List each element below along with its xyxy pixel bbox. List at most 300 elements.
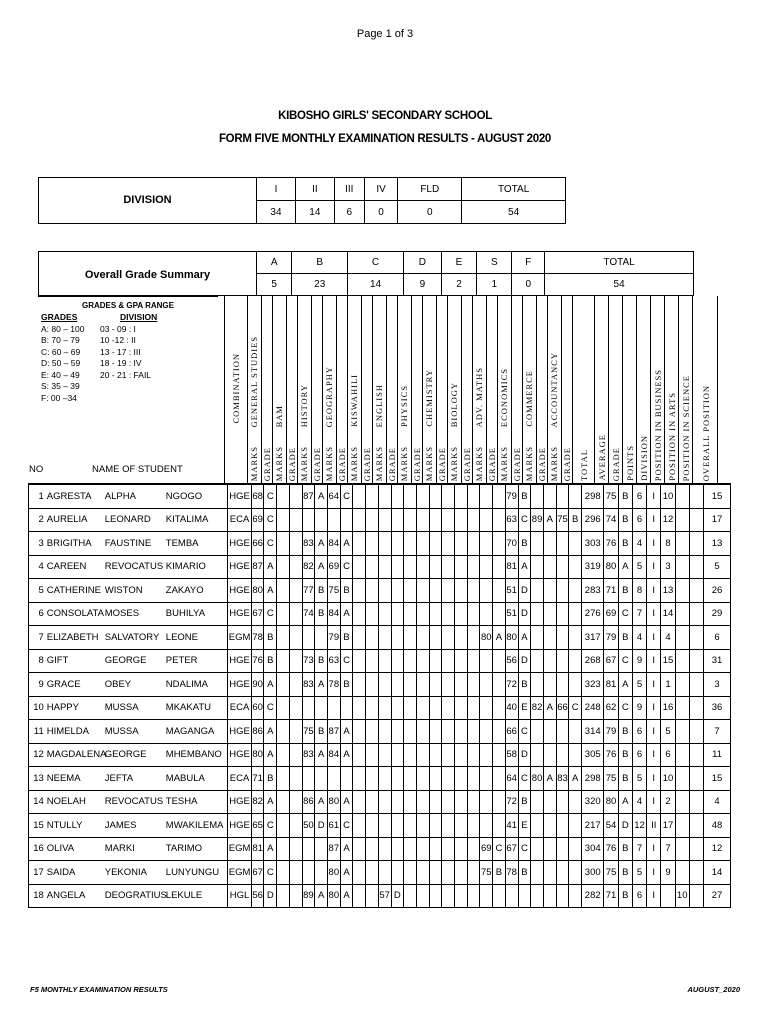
- student-middle-name: SALVATORY: [103, 626, 164, 650]
- subject-marks: 80: [531, 767, 544, 791]
- division-table: [256, 177, 566, 224]
- subject-grade: [289, 814, 302, 838]
- subject-marks: 65: [251, 814, 264, 838]
- subject-marks: [277, 673, 290, 697]
- subject-marks: [353, 555, 366, 579]
- subject-grade: [543, 555, 556, 579]
- subject-grade: C: [340, 814, 353, 838]
- subject-marks: [429, 532, 442, 556]
- student-overall: 5: [704, 555, 731, 579]
- subject-grade: [442, 790, 455, 814]
- subject-grade: [543, 602, 556, 626]
- subject-marks: 51: [505, 602, 518, 626]
- subject-marks: [378, 532, 391, 556]
- student-psci: [689, 485, 703, 509]
- subject-grade: C: [264, 485, 277, 509]
- subject-grade: [442, 884, 455, 908]
- grade-label: GRADE: [486, 446, 497, 481]
- subject-marks: [378, 626, 391, 650]
- subject-marks: 75: [302, 720, 315, 744]
- subject-grade: A: [340, 884, 353, 908]
- subject-marks: 67: [505, 837, 518, 861]
- subject-grade: B: [315, 579, 328, 603]
- student-points: 9: [632, 649, 646, 673]
- student-avg: 67: [604, 649, 618, 673]
- subject-grade: [289, 696, 302, 720]
- subject-marks: [556, 790, 569, 814]
- subject-grade: [416, 767, 429, 791]
- subject-grade: [493, 602, 506, 626]
- student-grade: B: [618, 508, 632, 532]
- subject-marks: [480, 532, 493, 556]
- subject-grade: A: [569, 767, 582, 791]
- subject-grade: [543, 861, 556, 885]
- subject-name: PHYSICS: [399, 385, 410, 427]
- subject-grade: [416, 485, 429, 509]
- subject-marks: 80: [327, 884, 340, 908]
- student-number: 8: [29, 649, 45, 673]
- subject-grade: [416, 555, 429, 579]
- student-overall: 4: [704, 790, 731, 814]
- subject-grade: [391, 602, 404, 626]
- subject-grade: C: [264, 532, 277, 556]
- subject-marks: [556, 579, 569, 603]
- subject-grade: C: [518, 837, 531, 861]
- student-combination: EGM: [228, 837, 251, 861]
- subject-marks: 78: [505, 861, 518, 885]
- subject-grade: [366, 790, 379, 814]
- subject-marks: [277, 508, 290, 532]
- subject-marks: [455, 673, 468, 697]
- subject-marks: 80: [505, 626, 518, 650]
- grade-label: GRADE: [411, 446, 422, 481]
- student-points: 6: [632, 884, 646, 908]
- subject-marks: [353, 649, 366, 673]
- division-header-5: TOTAL: [462, 178, 566, 201]
- student-parts: [675, 790, 689, 814]
- subject-marks: [556, 532, 569, 556]
- student-psci: [689, 673, 703, 697]
- column-header-subject: [372, 296, 397, 483]
- subject-grade: [493, 767, 506, 791]
- student-total: 323: [582, 673, 604, 697]
- subject-marks: [302, 696, 315, 720]
- student-pbus: 5: [661, 720, 675, 744]
- subject-marks: [277, 626, 290, 650]
- grade-summary-header-1: B: [292, 252, 348, 274]
- subject-marks: 72: [505, 673, 518, 697]
- student-psci: [689, 837, 703, 861]
- subject-grade: [366, 532, 379, 556]
- subject-grade: [391, 790, 404, 814]
- student-parts: [675, 696, 689, 720]
- subject-grade: [289, 532, 302, 556]
- column-header-label: OVERALL POSITION: [700, 384, 711, 481]
- subject-grade: B: [340, 626, 353, 650]
- subject-marks: [480, 884, 493, 908]
- subject-marks: [378, 485, 391, 509]
- subject-marks: [404, 532, 417, 556]
- subject-marks: 82: [302, 555, 315, 579]
- subject-grade: C: [518, 508, 531, 532]
- subject-marks: 80: [327, 861, 340, 885]
- student-first-name: CATHERINE: [45, 579, 103, 603]
- subject-marks: [353, 602, 366, 626]
- student-total: 282: [582, 884, 604, 908]
- student-number: 2: [29, 508, 45, 532]
- student-number: 11: [29, 720, 45, 744]
- table-row: [29, 814, 731, 838]
- division-value-4: 0: [398, 201, 462, 224]
- subject-name: COMMERCE: [524, 370, 535, 427]
- student-points: 5: [632, 861, 646, 885]
- subject-marks: [429, 485, 442, 509]
- legend-division-range: 13 - 17 : III: [100, 346, 141, 357]
- subject-grade: [493, 696, 506, 720]
- grade-summary: [38, 251, 694, 296]
- student-overall: 7: [704, 720, 731, 744]
- subject-marks: [429, 649, 442, 673]
- student-points: 8: [632, 579, 646, 603]
- legend-title: GRADES & GPA RANGE: [81, 301, 174, 310]
- subject-marks: [556, 649, 569, 673]
- division-summary: [38, 177, 566, 224]
- subject-grade: B: [315, 602, 328, 626]
- subject-grade: D: [264, 884, 277, 908]
- subject-grade: [391, 696, 404, 720]
- subject-grade: A: [315, 743, 328, 767]
- student-number: 15: [29, 814, 45, 838]
- student-combination: HGE: [228, 649, 251, 673]
- student-first-name: AURELIA: [45, 508, 103, 532]
- student-grade: B: [618, 532, 632, 556]
- grade-summary-header-7: TOTAL: [545, 252, 694, 274]
- subject-marks: [455, 767, 468, 791]
- subject-name: ENGLISH: [374, 383, 385, 427]
- subject-grade: A: [315, 555, 328, 579]
- student-total: 319: [582, 555, 604, 579]
- subject-grade: [467, 602, 480, 626]
- student-div: I: [647, 602, 661, 626]
- subject-marks: [404, 790, 417, 814]
- subject-grade: B: [264, 649, 277, 673]
- subject-marks: [531, 626, 544, 650]
- subject-grade: [315, 508, 328, 532]
- column-header-subject: [422, 296, 447, 483]
- column-header-label: DIVISION: [638, 435, 649, 481]
- subject-grade: [416, 720, 429, 744]
- subject-grade: [493, 673, 506, 697]
- student-total: 217: [582, 814, 604, 838]
- subject-marks: 64: [505, 767, 518, 791]
- table-row: [29, 555, 731, 579]
- student-points: 4: [632, 790, 646, 814]
- subject-marks: 86: [251, 720, 264, 744]
- marks-label: MARKS: [499, 445, 510, 481]
- subject-marks: [404, 767, 417, 791]
- subject-grade: [467, 626, 480, 650]
- student-combination: HGE: [228, 720, 251, 744]
- subject-marks: 89: [531, 508, 544, 532]
- subject-marks: 67: [251, 861, 264, 885]
- student-grade: B: [618, 485, 632, 509]
- marks-label: MARKS: [324, 445, 335, 481]
- student-div: I: [647, 696, 661, 720]
- table-row: [29, 743, 731, 767]
- column-header-label: POSITION IN SCIENCE: [680, 374, 691, 481]
- student-last-name: NDALIMA: [164, 673, 228, 697]
- subject-marks: [404, 814, 417, 838]
- table-row: [29, 790, 731, 814]
- student-div: I: [647, 837, 661, 861]
- subject-grade: [493, 555, 506, 579]
- subject-grade: [391, 837, 404, 861]
- legend-division-range: 10 -12 : II: [100, 335, 136, 345]
- student-pbus: 3: [661, 555, 675, 579]
- subject-marks: [531, 861, 544, 885]
- subject-marks: [404, 696, 417, 720]
- subject-grade: [493, 814, 506, 838]
- student-middle-name: JEFTA: [103, 767, 164, 791]
- subject-grade: [442, 814, 455, 838]
- subject-grade: [366, 602, 379, 626]
- subject-marks: [531, 814, 544, 838]
- division-header-0: I: [257, 178, 296, 201]
- subject-grade: A: [518, 555, 531, 579]
- student-parts: [675, 673, 689, 697]
- subject-marks: [531, 720, 544, 744]
- student-pbus: 2: [661, 790, 675, 814]
- student-avg: 80: [604, 790, 618, 814]
- subject-marks: [378, 837, 391, 861]
- column-header-total: [572, 296, 594, 483]
- subject-grade: A: [315, 884, 328, 908]
- subject-marks: 73: [302, 649, 315, 673]
- student-overall: 27: [704, 884, 731, 908]
- subject-grade: [289, 508, 302, 532]
- column-header-pbus: [650, 296, 664, 483]
- student-pbus: 7: [661, 837, 675, 861]
- column-header-subject: [297, 296, 322, 483]
- student-number: 3: [29, 532, 45, 556]
- subject-marks: [455, 532, 468, 556]
- student-div: I: [647, 673, 661, 697]
- legend-grade-range: S: 35 – 39: [41, 381, 80, 391]
- student-overall: 29: [704, 602, 731, 626]
- subject-marks: [378, 649, 391, 673]
- subject-marks: 66: [505, 720, 518, 744]
- subject-marks: 79: [327, 626, 340, 650]
- subject-grade: C: [264, 814, 277, 838]
- subject-marks: 81: [505, 555, 518, 579]
- subject-marks: 56: [251, 884, 264, 908]
- student-pbus: 15: [661, 649, 675, 673]
- student-pbus: 6: [661, 743, 675, 767]
- subject-grade: [315, 861, 328, 885]
- subject-grade: D: [315, 814, 328, 838]
- subject-grade: A: [518, 626, 531, 650]
- column-header-subject: [547, 296, 572, 483]
- subject-grade: A: [315, 532, 328, 556]
- subject-marks: 83: [302, 532, 315, 556]
- subject-grade: C: [264, 696, 277, 720]
- subject-grade: [569, 790, 582, 814]
- subject-grade: A: [340, 743, 353, 767]
- student-total: 314: [582, 720, 604, 744]
- student-parts: [675, 720, 689, 744]
- student-pbus: 10: [661, 485, 675, 509]
- subject-marks: 82: [251, 790, 264, 814]
- subject-grade: [416, 649, 429, 673]
- subject-marks: [378, 767, 391, 791]
- subject-marks: [455, 579, 468, 603]
- subject-grade: [569, 626, 582, 650]
- student-div: I: [647, 767, 661, 791]
- grade-summary-value-5: 1: [477, 274, 512, 296]
- division-value-0: 34: [257, 201, 296, 224]
- subject-grade: [467, 884, 480, 908]
- table-row: [29, 626, 731, 650]
- subject-marks: 87: [327, 720, 340, 744]
- subject-grade: A: [340, 532, 353, 556]
- column-header-subject: [247, 296, 272, 483]
- student-div: I: [647, 532, 661, 556]
- student-number: 7: [29, 626, 45, 650]
- subject-grade: [366, 696, 379, 720]
- student-last-name: MABULA: [164, 767, 228, 791]
- column-header-label: TOTAL: [578, 448, 589, 481]
- subject-grade: [289, 626, 302, 650]
- student-total: 300: [582, 861, 604, 885]
- subject-grade: [467, 861, 480, 885]
- subject-marks: 87: [251, 555, 264, 579]
- subject-grade: [569, 743, 582, 767]
- student-overall: 11: [704, 743, 731, 767]
- subject-marks: [556, 743, 569, 767]
- subject-marks: [353, 673, 366, 697]
- student-combination: HGE: [228, 673, 251, 697]
- column-header-points: [622, 296, 636, 483]
- subject-grade: [289, 720, 302, 744]
- subject-grade: [493, 790, 506, 814]
- grade-summary-value-0: 5: [257, 274, 292, 296]
- subject-grade: [493, 743, 506, 767]
- student-parts: [675, 555, 689, 579]
- grade-label: GRADE: [336, 446, 347, 481]
- subject-grade: [416, 532, 429, 556]
- subject-marks: [353, 814, 366, 838]
- grade-summary-header-2: C: [348, 252, 404, 274]
- subject-grade: [289, 673, 302, 697]
- subject-grade: [543, 743, 556, 767]
- subject-grade: B: [518, 861, 531, 885]
- subject-grade: [289, 555, 302, 579]
- subject-marks: [531, 673, 544, 697]
- subject-marks: [277, 837, 290, 861]
- legend-division-range: 03 - 09 : I: [100, 323, 136, 334]
- student-middle-name: MOSES: [103, 602, 164, 626]
- subject-marks: [277, 579, 290, 603]
- division-value-5: 54: [462, 201, 566, 224]
- marks-label: MARKS: [424, 445, 435, 481]
- student-pbus: 8: [661, 532, 675, 556]
- subject-grade: [543, 790, 556, 814]
- subject-grade: [340, 696, 353, 720]
- subject-grade: [289, 861, 302, 885]
- subject-marks: [480, 720, 493, 744]
- student-overall: 15: [704, 485, 731, 509]
- subject-marks: [556, 555, 569, 579]
- subject-grade: [391, 485, 404, 509]
- table-row: [29, 884, 731, 908]
- subject-grade: [289, 649, 302, 673]
- student-middle-name: WISTON: [103, 579, 164, 603]
- student-last-name: MKAKATU: [164, 696, 228, 720]
- subject-marks: [429, 579, 442, 603]
- subject-marks: 71: [251, 767, 264, 791]
- subject-marks: [404, 743, 417, 767]
- student-avg: 71: [604, 884, 618, 908]
- student-parts: [675, 485, 689, 509]
- student-psci: [689, 884, 703, 908]
- student-first-name: BRIGITHA: [45, 532, 103, 556]
- subject-grade: [416, 673, 429, 697]
- subject-marks: [327, 508, 340, 532]
- student-last-name: MAGANGA: [164, 720, 228, 744]
- student-parts: [675, 814, 689, 838]
- student-points: 6: [632, 508, 646, 532]
- subject-name: BIOLOGY: [449, 381, 460, 427]
- subject-grade: [493, 884, 506, 908]
- subject-marks: 89: [302, 884, 315, 908]
- subject-marks: [556, 814, 569, 838]
- subject-grade: A: [315, 673, 328, 697]
- student-pbus: 17: [661, 814, 675, 838]
- student-avg: 75: [604, 485, 618, 509]
- student-combination: ECA: [228, 696, 251, 720]
- subject-grade: [569, 649, 582, 673]
- column-header-subject: [497, 296, 522, 483]
- subject-grade: [543, 814, 556, 838]
- subject-grade: [366, 579, 379, 603]
- subject-marks: [353, 861, 366, 885]
- student-overall: 48: [704, 814, 731, 838]
- student-number: 5: [29, 579, 45, 603]
- subject-grade: [391, 767, 404, 791]
- subject-marks: 81: [251, 837, 264, 861]
- student-number: 6: [29, 602, 45, 626]
- table-row: [29, 767, 731, 791]
- table-row: [29, 602, 731, 626]
- subject-marks: [531, 485, 544, 509]
- subject-marks: [378, 814, 391, 838]
- subject-grade: [416, 861, 429, 885]
- subject-marks: 67: [251, 602, 264, 626]
- subject-marks: [404, 555, 417, 579]
- subject-marks: [378, 790, 391, 814]
- subject-marks: [556, 673, 569, 697]
- subject-grade: A: [493, 626, 506, 650]
- student-psci: [689, 602, 703, 626]
- student-last-name: NGOGO: [164, 485, 228, 509]
- subject-marks: [353, 579, 366, 603]
- student-overall: 31: [704, 649, 731, 673]
- student-pbus: 9: [661, 861, 675, 885]
- subject-grade: C: [340, 649, 353, 673]
- student-points: 6: [632, 720, 646, 744]
- subject-marks: [277, 861, 290, 885]
- subject-marks: 75: [480, 861, 493, 885]
